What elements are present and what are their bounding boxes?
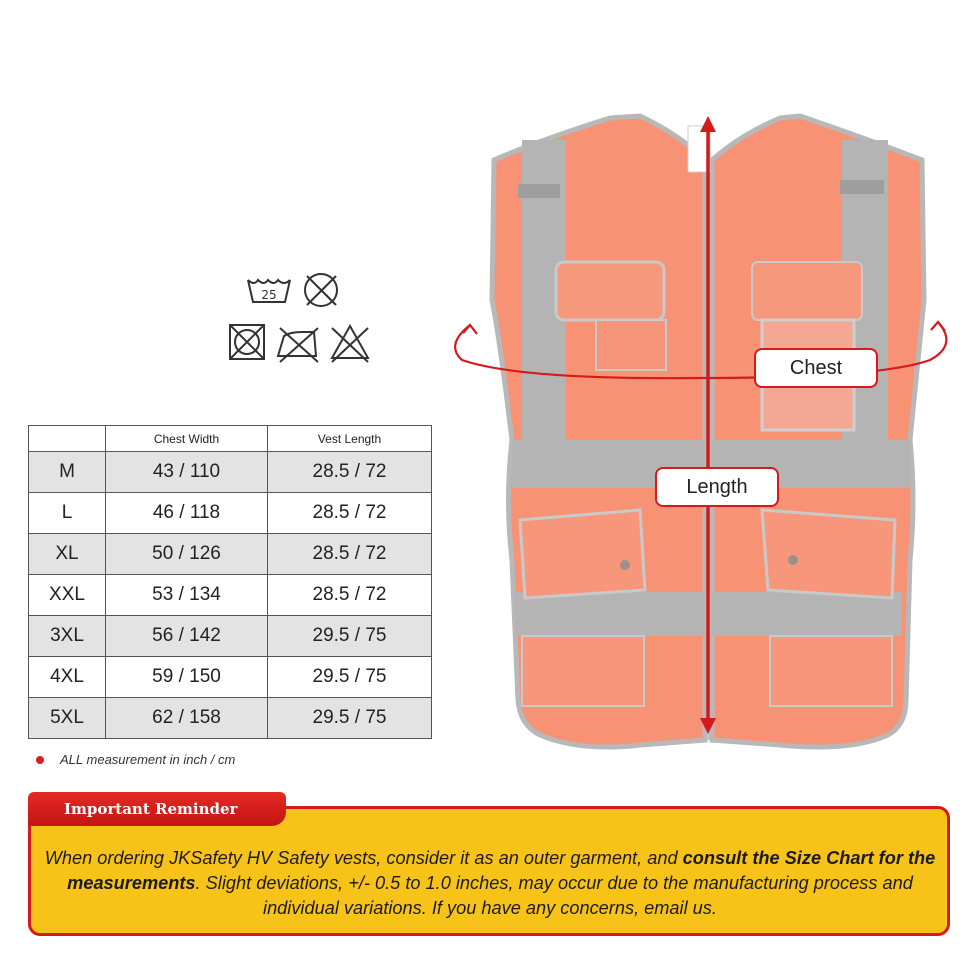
- table-row: [29, 452, 432, 493]
- header-chest-width: Chest Width: [106, 426, 268, 452]
- size-cell: M: [29, 452, 106, 493]
- table-row: [29, 575, 432, 616]
- table-row: [29, 657, 432, 698]
- reminder-text-part2: . Slight deviations, +/- 0.5 to 1.0 inches, may occur due to the manufacturing process and individual variations. If you have any concerns, email us.: [195, 873, 913, 918]
- length-cell: 28.5 / 72: [268, 452, 432, 493]
- chest-cell: 59 / 150: [106, 657, 268, 698]
- length-cell: 29.5 / 75: [268, 657, 432, 698]
- no-bleach-icon: [332, 326, 368, 362]
- care-symbols: [228, 268, 378, 368]
- table-row: [29, 698, 432, 739]
- size-cell: XXL: [29, 575, 106, 616]
- chest-cell: 43 / 110: [106, 452, 268, 493]
- chest-label: Chest: [754, 348, 878, 388]
- table-header-row: [29, 426, 432, 452]
- wash-25-icon: [248, 280, 290, 302]
- wash-temp: 25: [261, 288, 277, 302]
- length-cell: 28.5 / 72: [268, 534, 432, 575]
- size-cell: 4XL: [29, 657, 106, 698]
- size-cell: 3XL: [29, 616, 106, 657]
- table-row: [29, 534, 432, 575]
- chest-cell: 56 / 142: [106, 616, 268, 657]
- length-label: Length: [655, 467, 779, 507]
- size-cell: XL: [29, 534, 106, 575]
- length-cell: 29.5 / 75: [268, 698, 432, 739]
- no-dry-clean-icon: [230, 325, 264, 359]
- table-row: [29, 616, 432, 657]
- no-iron-icon: [278, 328, 318, 362]
- length-cell: 28.5 / 72: [268, 575, 432, 616]
- size-cell: 5XL: [29, 698, 106, 739]
- measurement-note-text: ALL measurement in inch / cm: [60, 752, 236, 767]
- vest-illustration: [440, 100, 960, 780]
- bullet-dot-icon: [36, 756, 44, 764]
- reminder-title: Important Reminder: [28, 792, 286, 826]
- length-cell: 28.5 / 72: [268, 493, 432, 534]
- header-size: [29, 426, 106, 452]
- no-tumble-dry-icon: [305, 274, 337, 306]
- size-chart-table: [28, 425, 432, 739]
- chest-cell: 62 / 158: [106, 698, 268, 739]
- chest-cell: 50 / 126: [106, 534, 268, 575]
- length-cell: 29.5 / 75: [268, 616, 432, 657]
- size-cell: L: [29, 493, 106, 534]
- reminder-text-part1: When ordering JKSafety HV Safety vests, consider it as an outer garment, and: [44, 848, 683, 868]
- header-vest-length: Vest Length: [268, 426, 432, 452]
- reminder-text-bold: consult the Size Chart for the measurements: [67, 848, 936, 893]
- table-row: [29, 493, 432, 534]
- measurement-note: [36, 752, 235, 767]
- chest-cell: 46 / 118: [106, 493, 268, 534]
- reminder-text: [40, 846, 940, 921]
- chest-cell: 53 / 134: [106, 575, 268, 616]
